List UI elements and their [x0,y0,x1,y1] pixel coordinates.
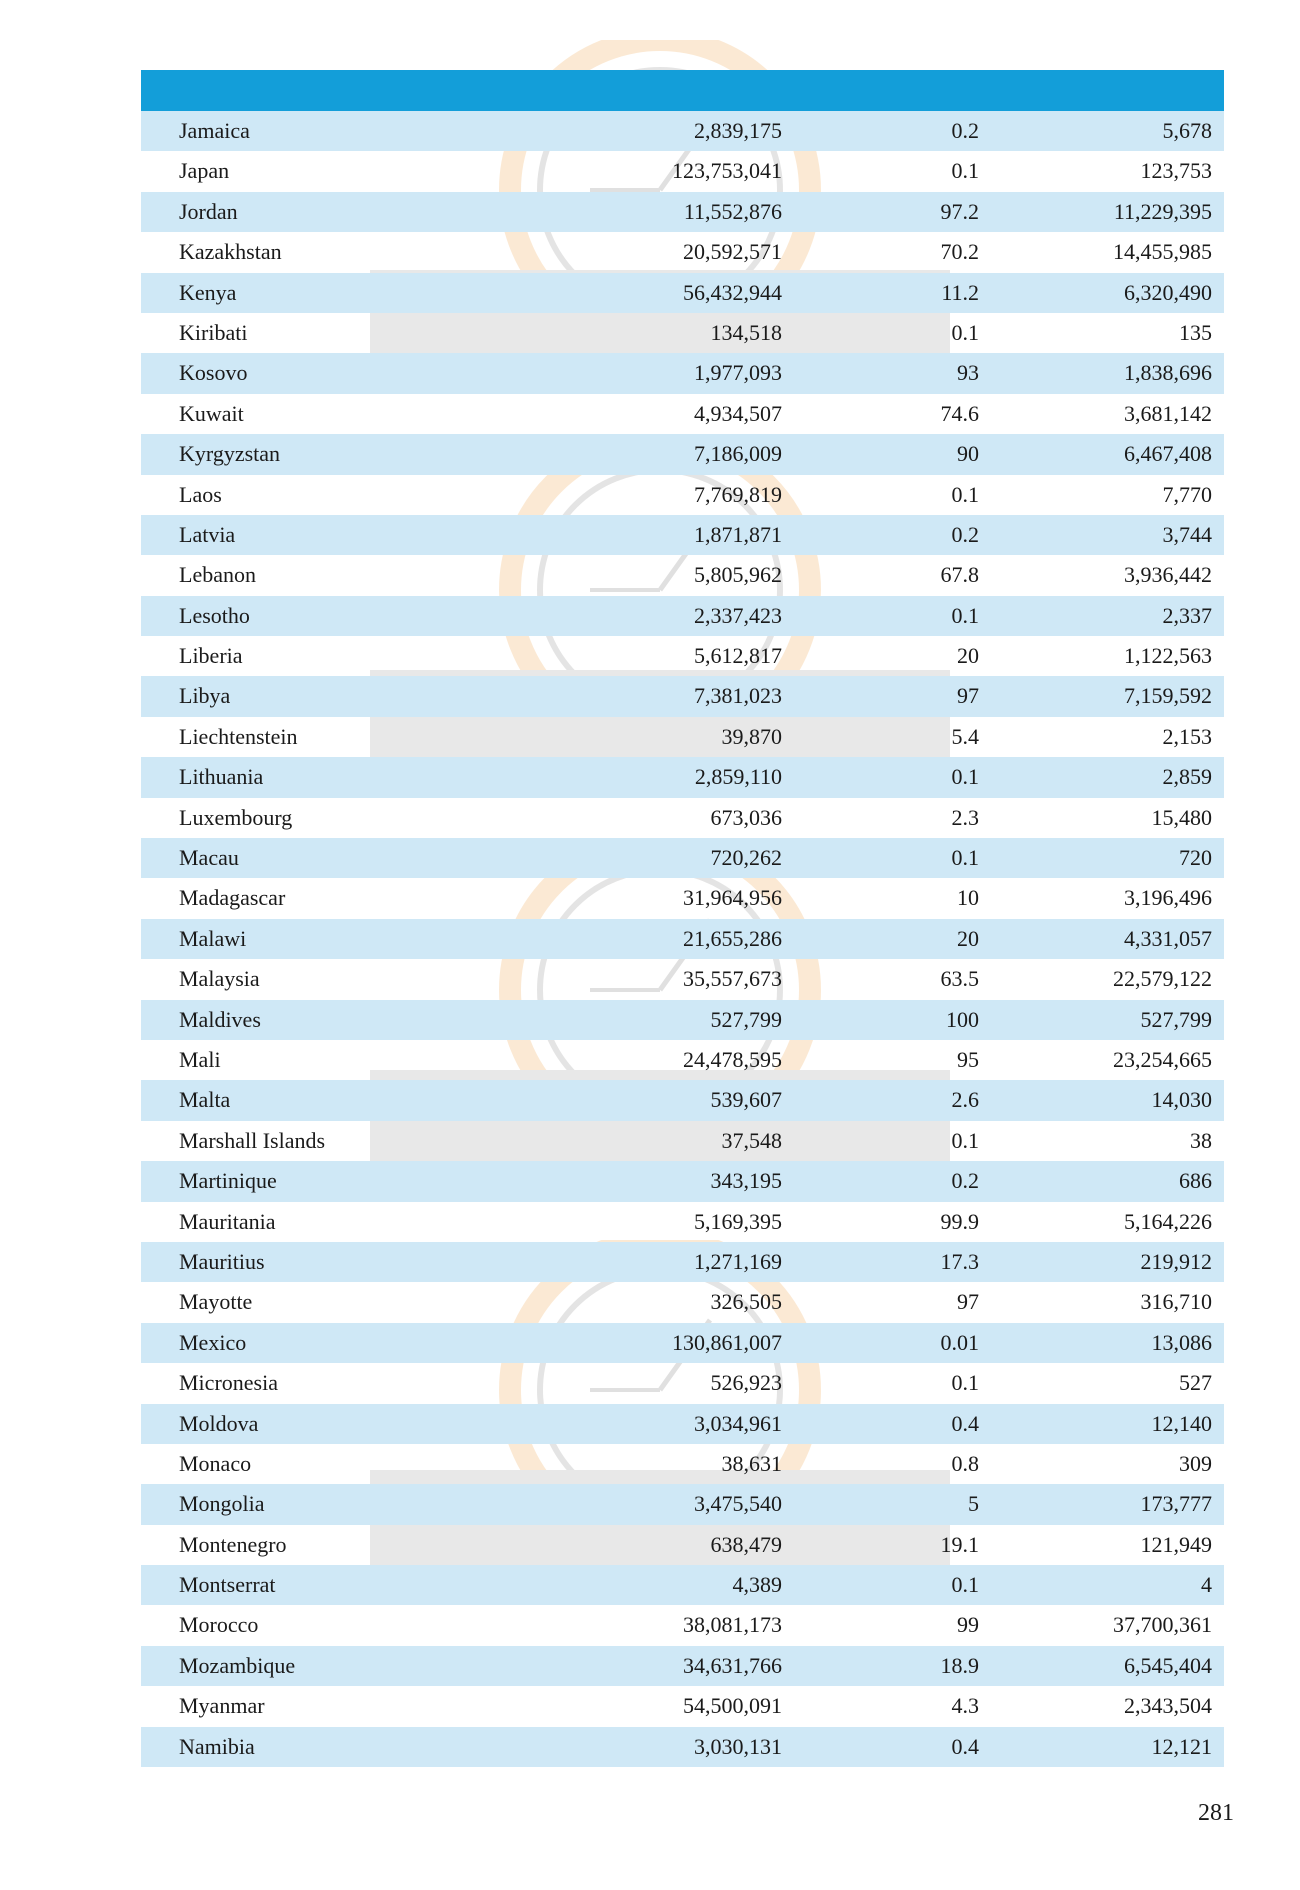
country-cell: Namibia [179,1733,255,1759]
muslim-population-cell: 5,678 [1162,118,1212,143]
percent-cell: 90 [957,441,979,467]
population-cell: 3,034,961 [694,1410,782,1436]
percent-cell: 100 [946,1006,979,1032]
country-cell: Kosovo [179,360,248,386]
muslim-population-cell: 3,936,442 [1124,562,1212,588]
population-cell: 5,169,395 [694,1208,782,1234]
muslim-population-cell: 219,912 [1140,1248,1212,1274]
country-cell: Latvia [179,521,236,547]
muslim-population-cell: 14,455,985 [1113,239,1212,265]
country-cell: Micronesia [179,1370,278,1396]
table-row [141,1444,1224,1484]
muslim-population-cell: 4 [1201,1572,1212,1598]
table-row [141,273,1224,313]
population-cell: 539,607 [710,1087,782,1113]
table-row [141,1605,1224,1645]
muslim-population-cell: 4,331,057 [1124,925,1212,951]
country-cell: Martinique [179,1168,277,1194]
muslim-population-cell: 38 [1190,1127,1212,1153]
population-cell: 7,769,819 [694,481,782,507]
population-cell: 21,655,286 [683,925,782,951]
population-cell: 638,479 [710,1531,782,1557]
country-cell: Myanmar [179,1693,265,1719]
population-cell: 7,186,009 [694,441,782,467]
table-row [141,1282,1224,1322]
table-row [141,1000,1224,1040]
percent-cell: 11.2 [941,279,979,305]
muslim-population-cell: 3,744 [1162,521,1212,547]
table-row [141,1080,1224,1120]
country-cell: Kiribati [179,319,248,345]
muslim-population-cell: 13,086 [1151,1329,1212,1355]
population-cell: 2,859,110 [694,764,782,790]
population-cell: 673,036 [710,804,782,830]
table-row [141,394,1224,434]
percent-cell: 95 [957,1046,979,1072]
table-header-bar [141,70,1224,111]
population-cell: 38,081,173 [683,1612,782,1638]
table-row [141,1646,1224,1686]
population-cell: 7,381,023 [694,683,782,709]
percent-cell: 0.1 [951,1572,979,1598]
table-row [141,232,1224,272]
country-cell: Mozambique [179,1652,296,1678]
country-cell: Marshall Islands [179,1127,326,1153]
population-cell: 720,262 [710,845,782,871]
population-cell: 123,753,041 [672,158,782,184]
percent-cell: 74.6 [940,400,979,426]
table-row [141,1323,1224,1363]
percent-cell: 0.4 [951,1410,979,1436]
table-row [141,1202,1224,1242]
percent-cell: 0.4 [951,1733,979,1759]
population-cell: 2,337,423 [694,602,782,628]
table-row [141,636,1224,676]
percent-cell: 20 [957,643,979,669]
muslim-population-cell: 686 [1179,1168,1212,1194]
muslim-population-cell: 1,122,563 [1124,643,1212,669]
country-cell: Luxembourg [179,804,293,830]
percent-cell: 4.3 [951,1693,979,1719]
muslim-population-cell: 6,467,408 [1124,441,1212,467]
muslim-population-cell: 7,159,592 [1124,683,1212,709]
population-cell: 31,964,956 [683,885,782,911]
muslim-population-cell: 5,164,226 [1124,1208,1212,1234]
country-cell: Mexico [179,1329,247,1355]
muslim-population-cell: 173,777 [1140,1491,1212,1517]
muslim-population-cell: 121,949 [1140,1531,1212,1557]
muslim-population-cell: 3,196,496 [1124,885,1212,911]
population-cell: 134,518 [710,319,782,345]
muslim-population-cell: 527,799 [1140,1006,1212,1032]
table-row [141,919,1224,959]
country-cell: Liechtenstein [179,723,298,749]
population-cell: 326,505 [710,1289,782,1315]
country-cell: Liberia [179,643,243,669]
muslim-population-cell: 2,859 [1162,764,1212,790]
table-row [141,798,1224,838]
muslim-population-cell: 11,229,395 [1113,198,1212,224]
country-cell: Macau [179,845,239,871]
population-cell: 35,557,673 [683,966,782,992]
muslim-population-cell: 12,140 [1151,1410,1212,1436]
percent-cell: 18.9 [940,1652,979,1678]
percent-cell: 0.1 [951,845,979,871]
country-cell: Mali [179,1046,221,1072]
percent-cell: 2.3 [951,804,979,830]
population-cell: 1,977,093 [694,360,782,386]
percent-cell: 20 [957,925,979,951]
table-row [141,313,1224,353]
country-cell: Jamaica [179,118,250,143]
percent-cell: 97.2 [940,198,979,224]
table-row [141,878,1224,918]
country-cell: Laos [179,481,222,507]
country-cell: Kenya [179,279,237,305]
percent-cell: 2.6 [951,1087,979,1113]
country-cell: Monaco [179,1450,252,1476]
country-cell: Moldova [179,1410,259,1436]
population-cell: 37,548 [721,1127,782,1153]
muslim-population-cell: 12,121 [1151,1733,1212,1759]
muslim-population-cell: 7,770 [1162,481,1212,507]
muslim-population-cell: 23,254,665 [1113,1046,1212,1072]
table-row [141,555,1224,595]
table-row [141,515,1224,555]
percent-cell: 19.1 [940,1531,979,1557]
table-body [141,111,1224,1767]
population-cell: 39,870 [721,723,782,749]
population-cell: 2,839,175 [694,118,782,143]
table-row [141,1727,1224,1767]
table-row [141,1484,1224,1524]
country-cell: Madagascar [179,885,286,911]
table-row [141,151,1224,191]
page-number: 281 [1198,1800,1234,1826]
population-cell: 4,389 [732,1572,782,1598]
percent-cell: 0.2 [951,118,979,143]
percent-cell: 99.9 [940,1208,979,1234]
population-cell: 24,478,595 [683,1046,782,1072]
table-row [141,434,1224,474]
population-cell: 343,195 [710,1168,782,1194]
percent-cell: 10 [957,885,979,911]
muslim-population-cell: 527 [1179,1370,1212,1396]
population-cell: 54,500,091 [683,1693,782,1719]
country-cell: Mayotte [179,1289,253,1315]
country-cell: Kyrgyzstan [179,441,281,467]
population-cell: 34,631,766 [683,1652,782,1678]
country-cell: Mauritania [179,1208,276,1234]
muslim-population-cell: 14,030 [1151,1087,1212,1113]
population-cell: 20,592,571 [683,239,782,265]
population-cell: 3,030,131 [694,1733,782,1759]
population-cell: 3,475,540 [694,1491,782,1517]
population-cell: 130,861,007 [672,1329,782,1355]
table-row [141,757,1224,797]
population-cell: 56,432,944 [683,279,782,305]
muslim-population-cell: 1,838,696 [1124,360,1212,386]
percent-cell: 70.2 [940,239,979,265]
muslim-population-cell: 2,343,504 [1124,1693,1212,1719]
population-cell: 1,871,871 [694,521,782,547]
percent-cell: 0.1 [951,319,979,345]
percent-cell: 5.4 [951,723,979,749]
country-cell: Lesotho [179,602,250,628]
population-cell: 11,552,876 [683,198,782,224]
percent-cell: 0.1 [951,481,979,507]
country-cell: Libya [179,683,231,709]
percent-cell: 5 [968,1491,979,1517]
country-cell: Malta [179,1087,231,1113]
population-cell: 5,805,962 [694,562,782,588]
country-cell: Kazakhstan [179,239,282,265]
percent-cell: 0.2 [951,521,979,547]
table-row [141,192,1224,232]
country-cell: Malaysia [179,966,260,992]
percent-cell: 93 [957,360,979,386]
population-cell: 5,612,817 [694,643,782,669]
muslim-population-cell: 720 [1179,845,1212,871]
table-row [141,1565,1224,1605]
muslim-population-cell: 22,579,122 [1113,966,1212,992]
table-row [141,1525,1224,1565]
country-cell: Morocco [179,1612,259,1638]
population-table [141,70,1224,1767]
muslim-population-cell: 2,337 [1162,602,1212,628]
table-row [141,353,1224,393]
country-cell: Malawi [179,925,247,951]
muslim-population-cell: 316,710 [1140,1289,1212,1315]
country-cell: Maldives [179,1006,261,1032]
percent-cell: 67.8 [940,562,979,588]
table-row [141,596,1224,636]
table-row [141,717,1224,757]
percent-cell: 0.8 [951,1450,979,1476]
country-cell: Montserrat [179,1572,276,1598]
country-cell: Jordan [179,198,238,224]
percent-cell: 97 [957,683,979,709]
muslim-population-cell: 309 [1179,1450,1212,1476]
percent-cell: 0.1 [951,764,979,790]
muslim-population-cell: 6,545,404 [1124,1652,1212,1678]
table-row [141,1242,1224,1282]
population-cell: 4,934,507 [694,400,782,426]
table-row [141,838,1224,878]
percent-cell: 63.5 [940,966,979,992]
percent-cell: 0.1 [951,602,979,628]
muslim-population-cell: 3,681,142 [1124,400,1212,426]
table-row [141,1161,1224,1201]
percent-cell: 0.1 [951,158,979,184]
population-cell: 527,799 [710,1006,782,1032]
population-cell: 38,631 [721,1450,782,1476]
table-row [141,1040,1224,1080]
table-row [141,1121,1224,1161]
percent-cell: 17.3 [940,1248,979,1274]
country-cell: Lithuania [179,764,264,790]
table-row [141,475,1224,515]
percent-cell: 0.2 [951,1168,979,1194]
country-cell: Mauritius [179,1248,265,1274]
table-row [141,111,1224,151]
table-row [141,959,1224,999]
muslim-population-cell: 15,480 [1151,804,1212,830]
country-cell: Montenegro [179,1531,287,1557]
country-cell: Lebanon [179,562,256,588]
country-cell: Mongolia [179,1491,265,1517]
muslim-population-cell: 6,320,490 [1124,279,1212,305]
table-row [141,1404,1224,1444]
population-cell: 1,271,169 [694,1248,782,1274]
population-cell: 526,923 [710,1370,782,1396]
country-cell: Japan [179,158,230,184]
country-cell: Kuwait [179,400,244,426]
table-row [141,1363,1224,1403]
muslim-population-cell: 2,153 [1162,723,1212,749]
muslim-population-cell: 135 [1179,319,1212,345]
table-row [141,676,1224,716]
percent-cell: 99 [957,1612,979,1638]
percent-cell: 0.01 [940,1329,979,1355]
percent-cell: 0.1 [951,1370,979,1396]
muslim-population-cell: 37,700,361 [1113,1612,1212,1638]
percent-cell: 97 [957,1289,979,1315]
percent-cell: 0.1 [951,1127,979,1153]
muslim-population-cell: 123,753 [1140,158,1212,184]
table-row [141,1686,1224,1726]
